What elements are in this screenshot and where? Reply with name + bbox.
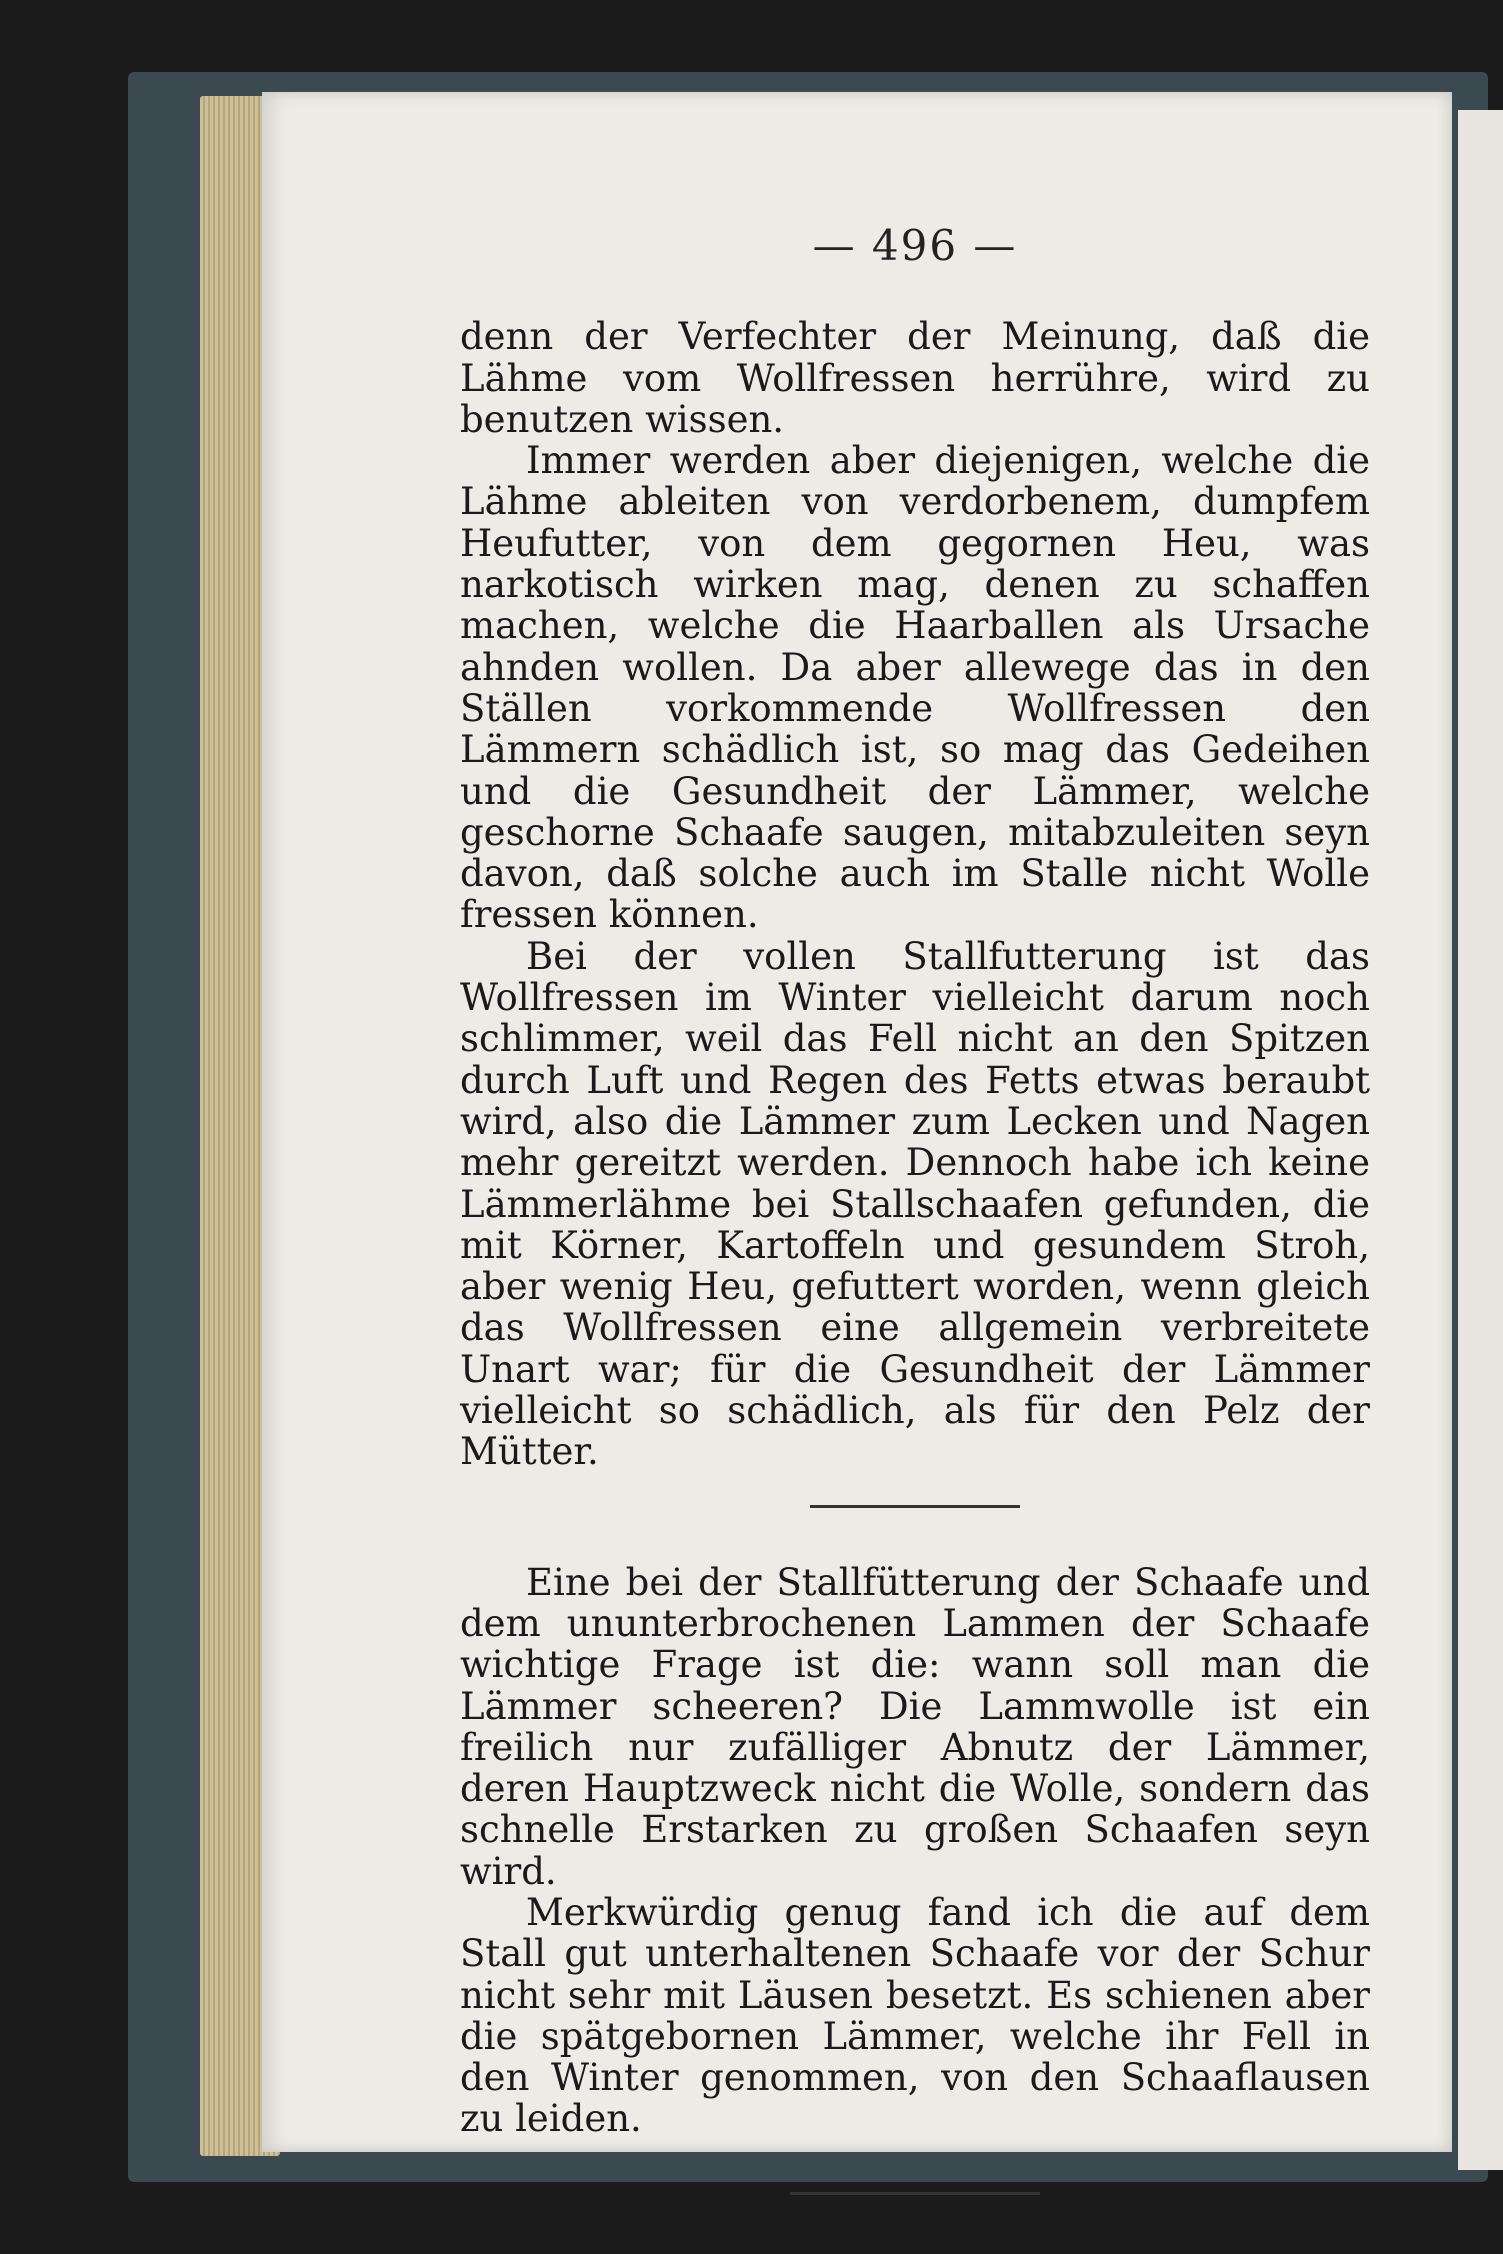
paragraph: Merkwürdig genug fand ich die auf dem Stall gut unterhaltenen Schaafe vor der Schur nicht sehr mit Läusen besetzt. Es schienen aber die spätgebornen Lämmer, welche ihr Fell in den Winter genommen, von den Schaaflausen zu leiden.	[460, 1890, 1370, 2141]
paragraph: Bei der vollen Stallfutterung ist das Wollfressen im Winter vielleicht darum noch schlimmer, weil das Fell nicht an den Spitzen durch Luft und Regen des Fetts etwas beraubt wird, also die Lämmer zum Lecken und Nagen mehr gereitzt werden. Dennoch habe ich keine Lämmerlähme bei Stallschaafen gefunden, die mit Körner, Kartoffeln und gesundem Stroh, aber wenig Heu, gefuttert worden, wenn gleich das Wollfressen eine allgemein verbreitete Unart war; für die Gesundheit der Lämmer vielleicht so schädlich, als für den Pelz der Mütter.	[460, 934, 1370, 1474]
paragraph: Eine bei der Stallfütterung der Schaafe und dem ununterbrochenen Lammen der Schaafe wichtige Frage ist die: wann soll man die Lämmer scheeren? Die Lammwolle ist ein freilich nur zufälliger Abnutz der Lämmer, deren Hauptzweck nicht die Wolle, sondern das schnelle Erstarken zu großen Schaafen seyn wird.	[460, 1560, 1370, 1893]
page-content	[460, 221, 1370, 2249]
facing-page-edge	[1458, 110, 1503, 2170]
end-divider	[790, 2192, 1040, 2195]
page-number: — 496 —	[812, 221, 1018, 270]
paragraph: Immer werden aber diejenigen, welche die Lähme ableiten von verdorbenem, dumpfem Heufutter, von dem gegornen Heu, was narkotisch wirken mag, denen zu schaffen machen, welche die Haarballen als Ursache ahnden wollen. Da aber allewege das in den Ställen vorkommende Wollfressen den Lämmern schädlich ist, so mag das Gedeihen und die Gesundheit der Lämmer, welche geschorne Schaafe saugen, mitabzuleiten seyn davon, daß solche auch im Stalle nicht Wolle fressen können.	[460, 439, 1370, 937]
section-divider	[810, 1505, 1020, 1508]
paragraph: denn der Verfechter der Meinung, daß die Lähme vom Wollfressen herrühre, wird zu benutzen wissen.	[460, 315, 1370, 441]
